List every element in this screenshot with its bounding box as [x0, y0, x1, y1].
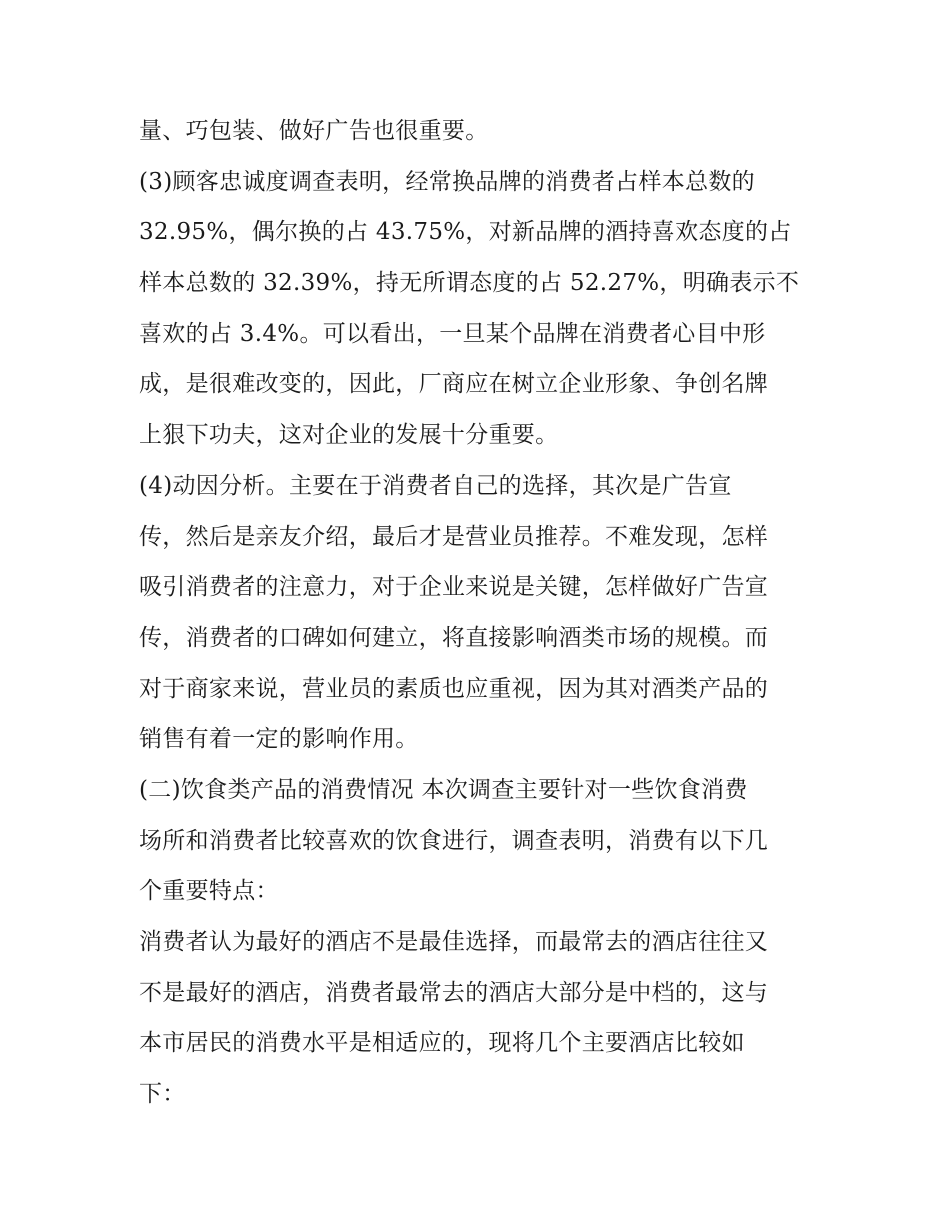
text-line: 上狠下功夫，这对企业的发展十分重要。	[139, 422, 559, 449]
text-line: 传，然后是亲友介绍，最后才是营业员推荐。不难发现，怎样	[139, 523, 769, 550]
text-line: 销售有着一定的影响作用。	[139, 726, 419, 753]
text-line: 吸引消费者的注意力，对于企业来说是关键，怎样做好广告宣	[139, 574, 769, 601]
text-line: 32.95%，偶尔换的占 43.75%，对新品牌的酒持喜欢态度的占	[139, 219, 792, 246]
text-line: 对于商家来说，营业员的素质也应重视，因为其对酒类产品的	[139, 675, 769, 702]
text-line: 本市居民的消费水平是相适应的，现将几个主要酒店比较如	[139, 1030, 745, 1057]
text-line: 量、巧包装、做好广告也很重要。	[139, 118, 489, 144]
text-line: 下：	[139, 1081, 186, 1108]
text-line: (二)饮食类产品的消费情况 本次调查主要针对一些饮食消费	[139, 776, 748, 803]
text-line: 场所和消费者比较喜欢的饮食进行，调查表明，消费有以下几	[139, 827, 769, 854]
text-line: 不是最好的酒店，消费者最常去的酒店大部分是中档的，这与	[139, 979, 769, 1006]
body-text	[139, 106, 819, 1120]
text-line: 个重要特点：	[139, 878, 279, 905]
text-line: (4)动因分析。主要在于消费者自己的选择，其次是广告宣	[139, 472, 732, 499]
text-line: (3)顾客忠诚度调查表明，经常换品牌的消费者占样本总数的	[139, 168, 755, 195]
text-line: 成，是很难改变的，因此，厂商应在树立企业形象、争创名牌	[139, 371, 769, 398]
text-line: 传，消费者的口碑如何建立，将直接影响酒类市场的规模。而	[139, 624, 769, 651]
text-line: 样本总数的 32.39%，持无所谓态度的占 52.27%，明确表示不	[139, 270, 800, 297]
text-line: 消费者认为最好的酒店不是最佳选择，而最常去的酒店往往又	[139, 929, 769, 955]
text-line: 喜欢的占 3.4%。可以看出，一旦某个品牌在消费者心目中形	[139, 320, 766, 347]
